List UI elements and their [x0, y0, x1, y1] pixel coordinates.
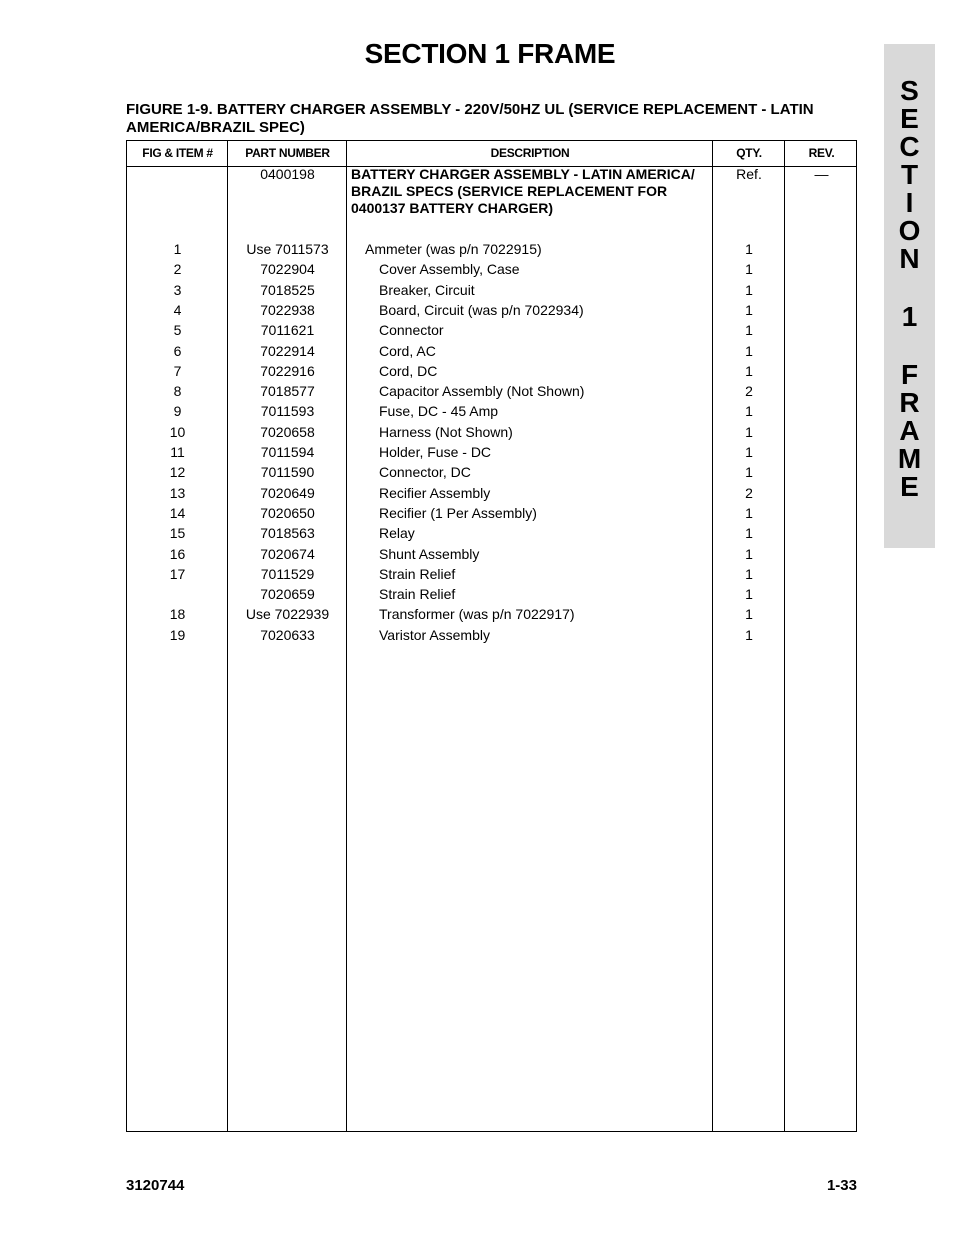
page-number: 1-33 — [826, 1177, 857, 1194]
item-description: Connector, DC — [379, 464, 471, 481]
side-tab-letter: F — [900, 359, 919, 390]
item-fig-number: 19 — [169, 626, 186, 643]
item-fig-number: 8 — [173, 383, 182, 400]
item-part-number: 7022904 — [260, 261, 315, 278]
item-part-number: 7020658 — [260, 423, 315, 440]
item-description: Board, Circuit (was p/n 7022934) — [379, 301, 584, 318]
item-qty: 2 — [745, 383, 753, 400]
item-fig-number: 5 — [173, 322, 182, 339]
item-description: Connector — [379, 322, 444, 339]
item-qty: 1 — [745, 606, 753, 623]
main-rev: — — [814, 166, 829, 182]
item-qty: 1 — [745, 362, 753, 379]
item-qty: 1 — [745, 586, 753, 603]
side-tab-letter: E — [900, 103, 919, 134]
header-rev: REV. — [808, 146, 835, 160]
page-title: SECTION 1 FRAME — [364, 38, 616, 69]
item-part-number: 7022916 — [260, 362, 315, 379]
item-part-number: 7020674 — [260, 545, 315, 562]
item-description: Recifier (1 Per Assembly) — [379, 504, 537, 521]
item-description: Shunt Assembly — [379, 545, 480, 562]
header-description: DESCRIPTION — [490, 146, 570, 160]
side-tab-letter: T — [900, 159, 919, 190]
item-description: Recifier Assembly — [379, 484, 491, 501]
item-qty: 1 — [745, 403, 753, 420]
item-part-number: 7020659 — [260, 586, 315, 603]
item-part-number: 7011590 — [260, 464, 315, 481]
item-part-number: 7020649 — [260, 484, 315, 501]
item-description: Strain Relief — [379, 586, 456, 603]
section-side-tab — [884, 44, 935, 548]
item-part-number: Use 7011573 — [246, 241, 329, 257]
item-fig-number: 17 — [169, 565, 186, 582]
item-qty: 1 — [745, 423, 753, 440]
item-part-number: 7011594 — [260, 444, 315, 460]
item-description: Transformer (was p/n 7022917) — [379, 606, 575, 623]
item-fig-number: 6 — [173, 342, 182, 359]
item-qty: 1 — [745, 545, 753, 562]
item-fig-number: 3 — [173, 281, 182, 298]
header-qty: QTY. — [736, 146, 762, 160]
side-tab-letter: R — [899, 387, 920, 418]
item-qty: 1 — [745, 525, 753, 542]
item-fig-number: 9 — [173, 403, 182, 420]
header-fig-item: FIG & ITEM # — [142, 146, 213, 160]
item-qty: 1 — [745, 464, 753, 481]
item-qty: 1 — [745, 444, 753, 460]
parts-table — [126, 140, 857, 1132]
item-fig-number: 11 — [170, 444, 185, 460]
side-tab-letter: A — [899, 415, 920, 446]
item-description: Capacitor Assembly (Not Shown) — [379, 383, 585, 400]
main-qty: Ref. — [736, 166, 762, 182]
side-tab-letter: 1 — [901, 301, 918, 332]
item-part-number: 7011593 — [260, 403, 315, 420]
item-description: Relay — [379, 525, 415, 542]
item-part-number: 7018563 — [260, 525, 315, 542]
item-description: Ammeter (was p/n 7022915) — [365, 241, 542, 257]
side-tab-letter: I — [905, 187, 914, 218]
item-qty: 1 — [745, 301, 753, 318]
item-part-number: 7018525 — [260, 281, 315, 298]
item-fig-number: 16 — [169, 545, 186, 562]
item-part-number: Use 7022939 — [245, 606, 330, 623]
side-tab-letter: E — [900, 471, 919, 502]
item-fig-number: 18 — [169, 606, 186, 623]
item-description: Fuse, DC - 45 Amp — [379, 403, 499, 420]
main-part-number: 0400198 — [260, 166, 315, 182]
item-part-number: 7018577 — [260, 383, 315, 400]
item-qty: 1 — [745, 261, 753, 278]
header-part-number: PART NUMBER — [245, 146, 330, 160]
item-description: Holder, Fuse - DC — [379, 444, 492, 460]
item-description: Varistor Assembly — [379, 626, 490, 643]
figure-title: FIGURE 1-9. BATTERY CHARGER ASSEMBLY - 220V/50HZ UL (SERVICE REPLACEMENT - LATIN AMERICA/BRAZIL SPEC) — [126, 101, 814, 136]
item-part-number: 7020650 — [260, 504, 315, 521]
item-description: Cord, AC — [379, 342, 436, 359]
item-fig-number: 10 — [169, 423, 186, 440]
item-fig-number: 14 — [169, 504, 186, 521]
item-description: Harness (Not Shown) — [379, 423, 513, 440]
item-qty: 1 — [745, 322, 753, 339]
item-part-number: 7011529 — [260, 565, 315, 582]
item-part-number: 7020633 — [260, 626, 315, 643]
side-tab-letter: S — [900, 75, 919, 106]
item-qty: 1 — [745, 504, 753, 521]
item-description: Strain Relief — [379, 565, 456, 582]
item-fig-number: 7 — [173, 362, 182, 379]
item-part-number: 7022914 — [260, 342, 315, 359]
item-fig-number: 12 — [169, 464, 186, 481]
item-description: Cover Assembly, Case — [379, 261, 520, 278]
item-fig-number: 13 — [169, 484, 186, 501]
side-tab-letter: C — [899, 131, 920, 162]
doc-number: 3120744 — [126, 1177, 185, 1194]
side-tab-letter: O — [898, 215, 921, 246]
item-fig-number: 1 — [173, 241, 182, 257]
item-qty: 2 — [745, 484, 753, 501]
side-tab-letter: M — [897, 443, 922, 474]
item-qty: 1 — [745, 565, 753, 582]
item-fig-number: 4 — [173, 301, 182, 318]
item-part-number: 7022938 — [260, 301, 315, 318]
item-qty: 1 — [745, 626, 753, 643]
item-description: Breaker, Circuit — [379, 281, 475, 298]
item-description: Cord, DC — [379, 362, 438, 379]
item-fig-number: 2 — [173, 261, 182, 278]
item-qty: 1 — [745, 241, 753, 257]
item-qty: 1 — [745, 342, 753, 359]
main-description: BATTERY CHARGER ASSEMBLY - LATIN AMERICA/ BRAZIL SPECS (SERVICE REPLACEMENT FOR 0400137 BATTERY CHARGER) — [351, 166, 695, 216]
item-fig-number: 15 — [169, 525, 186, 542]
item-qty: 1 — [745, 281, 753, 298]
item-part-number: 7011621 — [260, 322, 315, 339]
side-tab-letter: N — [899, 243, 920, 274]
